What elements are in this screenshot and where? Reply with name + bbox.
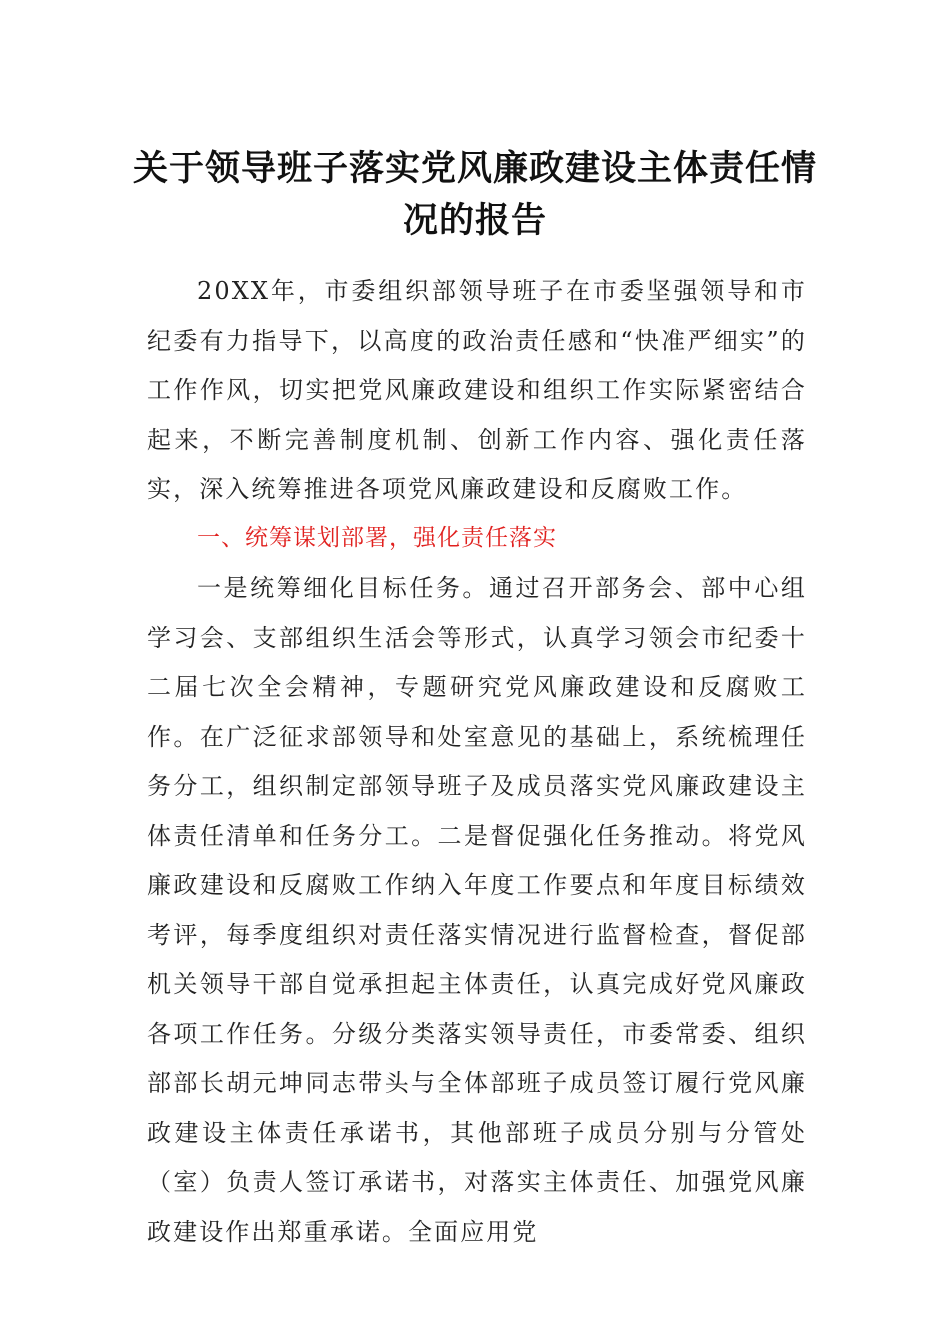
section-paragraph: 一是统筹细化目标任务。通过召开部务会、部中心组学习会、支部组织生活会等形式，认真学习领会市纪委十二届七次全会精神，专题研究党风廉政建设和反腐败工作。在广泛征求部领导和处室意见的基础上，系统梳理任务分工，组织制定部领导班子及成员落实党风廉政建设主体责任清单和任务分工。二是督促强化任务推动。将党风廉政建设和反腐败工作纳入年度工作要点和年度目标绩效考评，每季度组织对责任落实情况进行监督检查，督促部机关领导干部自觉承担起主体责任，认真完成好党风廉政各项工作任务。分级分类落实领导责任，市委常委、组织部部长胡元坤同志带头与全体部班子成员签订履行党风廉政建设主体责任承诺书，其他部班子成员分别与分管处（室）负责人签订承诺书，对落实主体责任、加强党风廉政建设作出郑重承诺。全面应用党 xyxy=(147,574,807,1246)
document-title: 关于领导班子落实党风廉政建设主体责任情况的报告 xyxy=(132,148,817,241)
intro-paragraph: 20XX年，市委组织部领导班子在市委坚强领导和市纪委有力指导下，以高度的政治责任感和“快准严细实”的工作作风，切实把党风廉政建设和组织工作实际紧密结合起来，不断完善制度机制、创新工作内容、强化责任落实，深入统筹推进各项党风廉政建设和反腐败工作。 xyxy=(147,277,807,503)
section-heading: 一、统筹谋划部署，强化责任落实 xyxy=(197,525,557,551)
